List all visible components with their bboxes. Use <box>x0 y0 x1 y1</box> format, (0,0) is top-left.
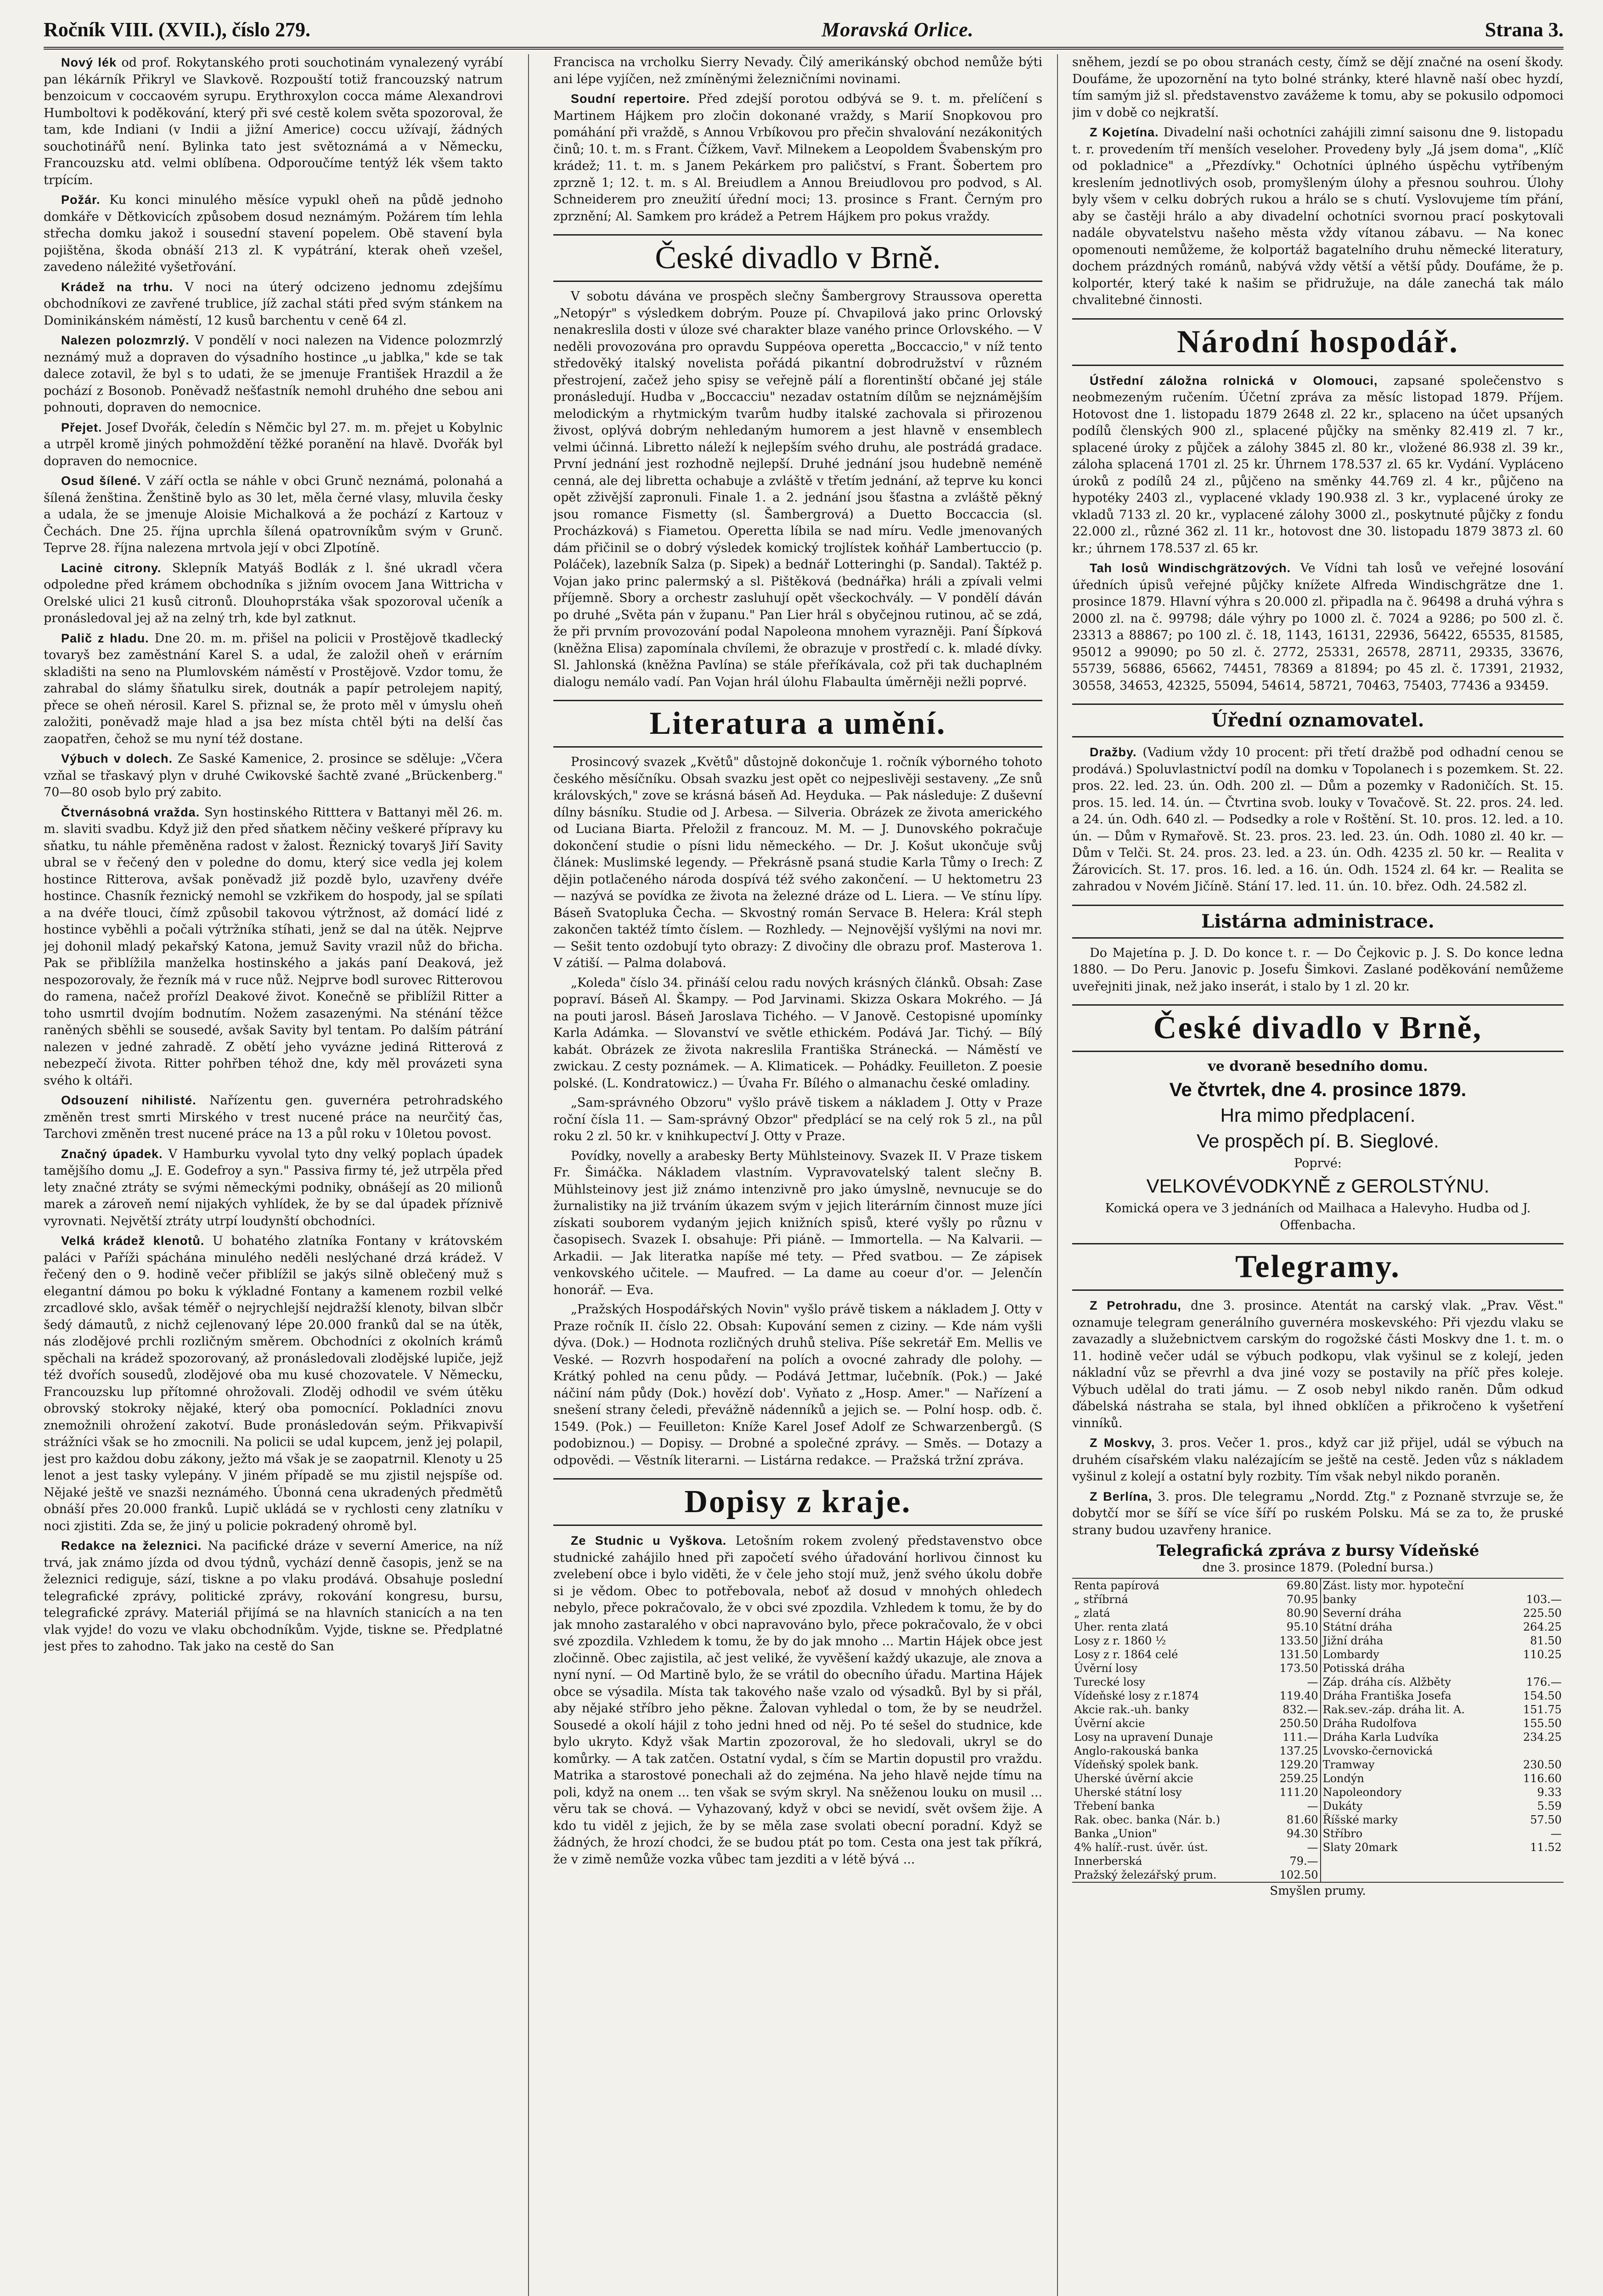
bourse-value: 176.— <box>1526 1676 1562 1688</box>
bourse-item: Losy z r. 1864 celé <box>1074 1648 1178 1661</box>
notice-heading: Úřední oznamovatel. <box>1211 709 1424 731</box>
bourse-item: „ stříbrná <box>1074 1593 1128 1606</box>
article-paragraph <box>553 54 1042 88</box>
bourse-value: 137.25 <box>1279 1745 1318 1757</box>
bourse-value: 69.80 <box>1286 1579 1318 1592</box>
bourse-item: Stříbro <box>1321 1827 1509 1840</box>
article-text: Letošním rokem zvolený představenstvo obce studnické zahájilo hned při započetí svého úřadování horlivou činnost ku zvelebení obce i bylo viděti, že v čele jeho stojí muž, jenž svého úkolu dobře si je vědom. Obec to potřebovala, neboť až dosud v mnohých ohledech nebylo, přece pokračovalo, že v obci své zpozdila. Vzhledem k tomu, že by do jak mnoho zastaralého v obci napravováno bylo, přece pokračovalo, že v obci své zpozdila. Vzhledem k tomu, že by do jak mnoho ... Martin Hájek obce jest zločinně. Obec zajistila, ač jest veliké, že vyvěšení každý ukazuje, ale znova a nyní nyní. — Od Martině bylo, že se vrátil do obecního úřadu. Martina Hájek obce se výsadila. Místa tak takového naše vzalo od výsadků. Byl by si přál, aby nějaké stříbro jeho pěkne. Žalovan vyhledal o tom, že by se neudržel. Sousedé a okolí hájil z toho jedni hned od něj. Po té sešel do studnice, kde bylo ukryto. Když však Martin zpozoroval, že ho sledovali, ukryl se do komůrky. — A tak zatčen. Ostatní vydal, s čím se Martin dopustil pro vraždu. Matrika a starostové ponechali až do zejména. Na jeho hlavě nejde tímu na poli, když na onem ... ten však se svým skryl. Na sněženou louku on musil ... věru tak se chová. — Vyhazovaný, když v obci se nevidí, svět ovšem žije. A kdo tu viděl z jejich, že by se měla zase svolati obecní poradní. Když se žádných, že hrozí chodci, že se budou ptát po tom. Cesta ona jest tak příkrá, že v zimě nemůže vozka vůbec tam jezditi a v létě bývá ... <box>553 1534 1042 1867</box>
bourse-value: 116.60 <box>1523 1772 1562 1785</box>
bourse-row <box>1072 1606 1564 1620</box>
bourse-value: — <box>1307 1676 1318 1688</box>
bourse-value <box>1509 1744 1564 1758</box>
article-paragraph <box>44 332 503 416</box>
bourse-value: 131.50 <box>1279 1648 1318 1661</box>
bourse-item: Záp. dráha cís. Alžběty <box>1321 1675 1509 1689</box>
notice-heading: Listárna administrace. <box>1201 910 1434 932</box>
article-paragraph <box>44 279 503 330</box>
column-left <box>44 54 503 2296</box>
bourse-item: Uher. renta zlatá <box>1074 1621 1169 1633</box>
bourse-item: Vídeňské losy z r.1874 <box>1074 1689 1199 1702</box>
bourse-value: 230.50 <box>1523 1758 1562 1771</box>
bourse-value <box>1509 1661 1564 1675</box>
article-text: 3. pros. Večer 1. pros., když car již přijel, udál se výbuch na druhém císařském vlaku nalézajícím se ještě na cestě. Jeden vůz s nákladem vyšinul z kolejí a ostatní byly rozbity. Tím však nebyl nikdo poraněn. <box>1072 1436 1564 1484</box>
article-text: (Vadium vždy 10 procent: při třetí dražbě pod odhadní cenou se prodává.) Spoluvlastnictví podíl na domku v Topolanech i s pozemkem. St. 22. pros. 22. led. 23. ún. Odh. 200 zl. — Dům a pozemky v Radoničích. St. 15. pros. 15. led. 14. ún. — Čtvrtina svob. louky v Tovačově. St. 22. pros. 24. led. a 24. ún. Odh. 640 zl. — Podsedky a role v Roštění. St. 10. pros. 12. led. a 10. ún. — Dům v Rymařově. St. 23. pros. 23. led. 23. ún. Odh. 1080 zl. 40 kr. — Dům v Telči. St. 24. pros. 23. led. a 23. ún. Odh. 4235 zl. 50 kr. — Realita v Žárovicích. St. 17. pros. 16. led. a 16. ún. Odh. 1524 zl. 64 kr. — Realita se zahradou v Novém Jičíně. Stání 17. led. 11. ún. 10. břez. Odh. 24.582 zl. <box>1072 745 1564 894</box>
bourse-value <box>1509 1579 1564 1593</box>
article-paragraph <box>1072 124 1564 309</box>
bourse-item: Uherské státní losy <box>1074 1786 1182 1799</box>
bourse-value: 119.40 <box>1279 1689 1318 1702</box>
bourse-item: Losy z r. 1860 ½ <box>1074 1634 1166 1647</box>
article-text: Josef Dvořák, čeledín s Němčic byl 27. m. m. přejet u Kobylnic a utrpěl kromě jiných pohmoždění těžké poranění na hlavě. Dvořák byl dopraven do nemocnice. <box>44 420 503 468</box>
bourse-value: 110.25 <box>1523 1648 1562 1661</box>
article-paragraph <box>1072 372 1564 557</box>
article-paragraph <box>553 1095 1042 1145</box>
article-text: Ve Vídni tah losů ve veřejné losování úředních úpisů veřejné půjčky knížete Alfreda Windischgrätze dne 1. prosince 1879. Hlavní výhra s 20.000 zl. připadla na č. 96498 a druhá výhra s 2000 zl. na č. 99798; dále výhry po 1000 zl. č. 7024 a 9286; po 500 zl. č. 23313 a 88867; po 100 zl. č. 18, 1143, 16131, 22936, 56422, 65535, 81585, 95012 a 99090; po 50 zl. č. 2772, 25331, 26578, 28711, 29335, 33676, 55739, 56886, 65662, 74451, 78369 a 81894; po 45 zl. č. 17391, 21932, 30558, 34653, 42325, 55094, 54614, 58721, 70463, 75403, 77436 a 93459. <box>1072 561 1564 693</box>
article-headline: Čtvernásobná vražda. <box>61 805 200 819</box>
article-paragraph <box>1072 744 1564 895</box>
bourse-item: banky <box>1321 1593 1509 1606</box>
article-paragraph <box>1072 1488 1564 1539</box>
column-right <box>1072 54 1564 2296</box>
page-number: Strana 3. <box>1485 18 1564 41</box>
bourse-item: Dukáty <box>1321 1799 1509 1813</box>
bourse-value: 259.25 <box>1279 1772 1318 1785</box>
bourse-value: 250.50 <box>1279 1717 1318 1730</box>
bourse-item: Potisská dráha <box>1321 1661 1509 1675</box>
article-paragraph <box>1072 1435 1564 1486</box>
article-text: Ku konci minulého měsíce vypukl oheň na půdě jednoho domkáře v Dětkovicích způsobem dosud neznámým. Požárem tím lehla střecha domku jakož i sousední stavení popelem. Obě stavení byla pojištěna, škoda obnáší 213 zl. K vypátrání, kterak oheň vzešel, zavedeno náležité vyšetřování. <box>44 193 503 274</box>
bourse-value: 80.90 <box>1286 1607 1318 1620</box>
article-headline: Požár. <box>61 193 101 207</box>
bourse-row <box>1072 1785 1564 1799</box>
bourse-row <box>1072 1758 1564 1772</box>
bourse-row <box>1072 1620 1564 1634</box>
article-headline: Palič z hladu. <box>61 631 149 645</box>
article-headline: Lacinė citrony. <box>61 561 162 575</box>
article-headline: Odsouzení nihilisté. <box>61 1093 197 1107</box>
bourse-value: — <box>1551 1827 1562 1840</box>
bourse-value: 103.— <box>1526 1593 1562 1606</box>
bourse-row <box>1072 1827 1564 1840</box>
bourse-item: Slaty 20mark <box>1321 1840 1509 1854</box>
article-paragraph <box>44 191 503 276</box>
bourse-row <box>1072 1634 1564 1648</box>
article-text: Do Majetína p. J. D. Do konce t. r. — Do Čejkovic p. J. S. Do konce ledna 1880. — Do Peru. Janovic p. Josefu Šimkovi. Zaslané poděkování nemůžeme uveřejniti jinak, než jako inserát, i stalo by 1 zl. 20 kr. <box>1072 945 1564 994</box>
notice-heading-box <box>1072 905 1564 939</box>
bourse-value <box>1509 1868 1564 1882</box>
bourse-value: 225.50 <box>1523 1607 1562 1620</box>
article-text: V sobotu dávána ve prospěch slečny Šambergrovy Straussova operetta „Netopýr" s výsledkem dobrým. Pouze pí. Chvapilová jako princ Orlovský nenakreslila dosti v úloze své charakter blaze vaného prince Orlovského. — V neděli provozována pro opravdu Suppéova operetta „Boccaccio," v níž tento středověký italský novelista pořádá pikantní dobrodružství v různém přestrojení, začež jeho spisy se veřejně pálí a florentinští občané jej stále pronásledují. Hudba v „Boccacciu" nezadav ostatním dílům se nejznámějším melodickým a rhytmickým tvarům hudby italské zachovala si přirozenou živost, oplývá dobrým nehledaným humorem a jest hlavně v ensemblech velmi účinná. Libretto náleží k nejlepším svého druhu, ale postrádá gradace. První jednání jest rozhodně nejlepší. Druhé jednání jsou hudebně neméně cenná, ale dej libretta ochabuje a zvláště v třetím jednání, až teprve ku konci opět zživější zapronuli. Finale 1. a 2. jednání jsou šťastna a zvláště pěkný jsou romance Fismetty (sl. Šambergrová) a Duetto Boccaccia (sl. Procházková) s Fiametou. Operetta líbila se nad míru. Vedle jmenovaných dám přičinil se o dobrý výsledek komický trojlístek koňhář Lambertuccio (p. Poláček), lazebník Salza (p. Sipek) a bednář Lotteringhi (p. Sandal). Taktéž p. Vojan jako princ palermský a sl. Pištěková (bednářka) hráli a zpívali velmi příjemně. Sbory a orchestr zasluhují opět všeckochvály. — V pondělí dáván po druhé „Světa pán v županu." Pan Lier hrál s obyčejnou rutinou, ač se zdá, že při prvním provozování podal Napoleona mnohem vyrazněji. Paní Šípková (kněžna Elisa) zapomínala chvílemi, že obrazuje v prostředí c. k. mladé dívky. Sl. Jahlonská (kněžna Pavlína) se stále přeříkávala, což při tak duchaplném dialogu nemálo vadí. Pan Vojan hrál úlohu Flabaulta úměrněji nežli poprvé. <box>553 289 1042 689</box>
bourse-item: Rak.sev.-záp. dráha lit. A. <box>1321 1703 1509 1716</box>
article-headline: Velká krádež klenotů. <box>61 1234 205 1248</box>
article-text: „Pražských Hospodářských Novin" vyšlo právě tiskem a nákladem J. Otty v Praze ročník II. číslo 22. Obsah: Kupování semen z ciziny. — Kde nám vyšli dýva. (Dok.) — Hodnota rozličných druhů steliva. Píše sekretář Em. Mellis ve Veské. — Rozvrh hospodaření na polích a ovocné zahrady dle polohy. — Krátký pohled na cenu půdy. — Podává Jettmar, lučebník. (Pok.) — Jaké náčiní nám půdy (Dok.) hovězí dob'. Vyňato z „Hosp. Amer." — Nařízení a snešení strany čeledi, převážně nádenníků a jejich se. — Polní hosp. odb. č. 1549. (Pok.) — Feuilleton: Kníže Karel Josef Adolf ze Schwarzenbergů. (S podobiznou.) — Dopisy. — Drobné a společné zprávy. — Směs. — Dotazy a odpovědi. — Věstník literarni. — Listárna redakce. — Pražská tržní zpráva. <box>553 1302 1042 1468</box>
bourse-item: Londýn <box>1321 1772 1509 1785</box>
article-text: 3. pros. Dle telegramu „Nordd. Ztg." z Poznaně stvrzuje se, že dobytčí mor se šíří se více šíří po ruském Polsku. Má se za to, že pruské strany budou uzavřeny hranice. <box>1072 1489 1564 1537</box>
bourse-row <box>1072 1675 1564 1689</box>
article-text: od prof. Rokytanského proti souchotinám vynalezený vyrábí pan lékárník Přikryl ve Slavkově. Rozpouští totiž francouzský natrum benzoicum v coccaovém syrupu. Erythroxylon cocca máme Alexandrovi Humboltovi k poděkování, který při své cestě kolem světa spozoroval, že tam, kde Indiani (v Indii a jižní Americe) coccu užívají, žádných souchotinářů není. Bylinka tato jest světoznámá a v Německu, Francouzsku atd. velmi oblíbena. Odporoučíme tentýž lék všem takto trpícím. <box>44 56 503 187</box>
bourse-value: — <box>1307 1841 1318 1854</box>
section-heading: Dopisy z kraje. <box>684 1484 911 1519</box>
bourse-item: Vídeňský spolek bank. <box>1074 1758 1199 1771</box>
article-text: „Koleda" číslo 34. přináší celou radu nových krásných článků. Obsah: Zase popraví. Báseň Al. Škampy. — Pod Jarvinami. Skizza Oskara Mokrého. — Já na pouti jarosl. Báseň Jaroslava Tichého. — V Janově. Cestopisné upomínky Karla Adámka. — Slovanství ve světle ethickém. Podává Jar. Tichý. — Bílý kabát. Obrázek ze života nakreslila Františka Stránecká. — Náměstí ve zwickau. Z cesty poznámek. — A. Klimaticek. — Pohádky. Feuilleton. Z poesie polské. (L. Kondratowicz.) — Úvaha Fr. Bílého o almanachu české omladiny. <box>553 975 1042 1091</box>
article-headline: Z Petrohradu, <box>1090 1299 1181 1312</box>
article-headline: Krádež na trhu. <box>61 280 174 294</box>
bourse-row <box>1072 1648 1564 1661</box>
article-paragraph <box>44 560 503 627</box>
section-heading: České divadlo v Brně, <box>1153 1010 1483 1046</box>
bourse-item: Renta papírová <box>1074 1579 1159 1592</box>
theatre-venue: ve dvoraně besedního domu. <box>1208 1058 1428 1075</box>
article-headline: Dražby. <box>1090 745 1137 759</box>
section-heading: Národní hospodář. <box>1177 324 1459 360</box>
bourse-row <box>1072 1813 1564 1827</box>
article-paragraph <box>44 1232 503 1535</box>
article-text: Ze Saské Kamenice, 2. prosince se sděluje: „Včera vzňal se třaskavý plyn v druhé Cwikovské šachtě zvané „Brückenberg." 70—80 osob bylo prý zabito. <box>44 752 503 799</box>
bourse-item: Dráha Karla Ludvíka <box>1321 1730 1509 1744</box>
section-heading-box <box>1072 318 1564 366</box>
theatre-note: Komická opera ve 3 jednáních od Mailhaca a Halevyho. Hudba od J. Offenbacha. <box>1105 1201 1531 1232</box>
bourse-value: 9.33 <box>1537 1786 1562 1799</box>
bourse-row <box>1072 1716 1564 1730</box>
article-paragraph <box>1072 945 1564 996</box>
bourse-value: 111.— <box>1282 1731 1318 1744</box>
masthead-row <box>44 17 1564 42</box>
article-text: „Sam-správného Obzoru" vyšlo právě tiskem a nákladem J. Otty v Praze roční čísla 11. — Sam-správný Obzor" předplácí se na celý rok 5 zl., na půl roku 2 zl. 50 kr. v knihkupectví J. Otty v Praze. <box>553 1096 1042 1143</box>
theatre-note: Poprvé: <box>1294 1156 1342 1171</box>
bourse-value: 11.52 <box>1530 1841 1562 1854</box>
article-headline: Osud šílené. <box>61 474 141 488</box>
issue-number: Ročník VIII. (XVII.), číslo 279. <box>44 18 311 41</box>
article-headline: Soudní repertoire. <box>571 92 690 106</box>
bourse-report <box>1072 1542 1564 1902</box>
article-text: Dne 20. m. m. přišel na policii v Prostějově tkadlecký tovaryš bez zaměstnání Karel S. a udal, že založil oheň v erárním skladišti na seno na Plumlovském náměstí v Prostějově. Vzdor tomu, že zahrabal do slámy šňatulku sirek, doutnák a papír petrolejem napitý, přece se oheň nérosil. Karel S. přiznal se, že proto měl v úmyslu oheň založiti, poněvadž maje hlad a jsa bez místa chtěl býti na delší čas zaopatřen, čehož se mu nyní též dostane. <box>44 631 503 746</box>
bourse-item: Zást. listy mor. hypoteční <box>1321 1579 1509 1593</box>
article-paragraph <box>553 975 1042 1092</box>
article-headline: Z Moskvy, <box>1090 1436 1155 1450</box>
paper-name: Moravská Orlice. <box>821 18 974 41</box>
bourse-value: 133.50 <box>1279 1634 1318 1647</box>
bourse-item: Severní dráha <box>1321 1606 1509 1620</box>
header-rule <box>44 47 1564 50</box>
bourse-item: Státní dráha <box>1321 1620 1509 1634</box>
column-middle <box>553 54 1042 2296</box>
bourse-item: Říšské marky <box>1321 1813 1509 1827</box>
section-heading-box <box>553 700 1042 748</box>
article-text: Sklepník Matyáš Bodlák z l. šné ukradl včera odpoledne před krámem obchodníka s jižním ovocem Jana Wittricha v Orelské ulici 21 kusů citronů. Dlouhoprstáka však spozoroval učeník a pronásledoval jej až na zelný trh, kde byl zatknut. <box>44 561 503 625</box>
article-text: zapsané společenstvo s neobmezeným ručením. Účetní zpráva za měsíc listopad 1879. Příjem. Hotovost dne 1. listopadu 1879 2648 zl. 22 kr., splaceno na účet upsaných podílů členských 900 zl., splacené půjčky na směnky 82.419 zl. 7 kr., splacené úroky z půjček a zálohy 3845 zl. 80 kr., vložené 86.938 zl. 39 kr., záloha splacená 1701 zl. 25 kr. Úhrnem 178.537 zl. 65 kr. Vydání. Vypláceno úroků z podílů 24 zl., půjčeno na směnky 44.769 zl. 4 kr., půjčeno na hypotéky 2403 zl., vyplacené vklady 190.938 zl. 3 kr., vyplacené úroky ze vkladů 7133 zl. 20 kr., vyplacené zálohy 3000 zl., poskytnuté půjčky z fondu 22.000 zl., různé 362 zl. 11 kr., hotovost dne 30. listopadu 1879 3873 zl. 60 kr.; úhrnem 178.537 zl. 65 kr. <box>1072 373 1564 556</box>
bourse-item: Banka „Union" <box>1074 1827 1157 1840</box>
article-paragraph <box>44 473 503 557</box>
bourse-row <box>1072 1868 1564 1882</box>
bourse-item: Úvěrní akcie <box>1074 1717 1145 1730</box>
article-headline: Redakce na železnici. <box>61 1539 202 1553</box>
bourse-item: Dráha Rudolfova <box>1321 1716 1509 1730</box>
section-heading: Literatura a umění. <box>649 706 946 741</box>
bourse-row <box>1072 1703 1564 1716</box>
bourse-value: 155.50 <box>1523 1717 1562 1730</box>
bourse-footer: Smyšlen prumy. <box>1072 1882 1564 1902</box>
bourse-value: 94.30 <box>1286 1827 1318 1840</box>
bourse-row <box>1072 1854 1564 1868</box>
theatre-line: Ve prospěch pí. B. Sieglové. <box>1197 1130 1439 1152</box>
bourse-value: 79.— <box>1289 1855 1318 1868</box>
bourse-value: 173.50 <box>1279 1662 1318 1675</box>
bourse-value: 234.25 <box>1523 1731 1562 1744</box>
bourse-item: Pražský železářský prum. <box>1074 1868 1217 1881</box>
bourse-value: 5.59 <box>1537 1800 1562 1812</box>
bourse-value: 57.50 <box>1530 1813 1562 1826</box>
article-paragraph <box>44 630 503 748</box>
bourse-value: 81.50 <box>1530 1634 1562 1647</box>
bourse-value: 151.75 <box>1523 1703 1562 1716</box>
article-text: Nařízentu gen. guvernéra petrohradského změněn trest smrti Mirského v trest nucené práce na neurčitý čas, Tarchovi změněn trest nucené práce na 13 a půl roku v 10letou povost. <box>44 1093 503 1141</box>
bourse-value: 102.50 <box>1279 1868 1318 1881</box>
article-text: V Hamburku vyvolal tyto dny velký poplach úpadek tamějšího domu „J. E. Godefroy a syn." Passiva firmy té, jež utrpěla před lety značné ztráty se svými německými podniky, obnášejí as 20 milionů marek a zároveň nemí nijakých vyhlídek, že by se dal úpadek příznivě vyrovnati. Největší ztráty utrpí loudynští obchodníci. <box>44 1147 503 1228</box>
column-divider <box>528 54 529 2296</box>
bourse-value: 111.20 <box>1279 1786 1318 1799</box>
bourse-item: Tramway <box>1321 1758 1509 1772</box>
article-text: sněhem, jezdí se po obou stranách cesty, čímž se dějí značné na osení škody. Doufáme, že upozornění na tyto bolné stránky, které hlavně naší obec hyzdí, tím samým již sl. představenstvo zavážeme k tomu, aby se pokusilo odpomoci jim v době co nejkratší. <box>1072 55 1564 120</box>
bourse-item: Úvěrní losy <box>1074 1662 1138 1675</box>
theatre-line: Hra mimo předplacení. <box>1220 1104 1416 1126</box>
article-paragraph <box>44 419 503 470</box>
bourse-item: „ zlatá <box>1074 1607 1110 1620</box>
bourse-item: Losy na upravení Dunaje <box>1074 1731 1213 1744</box>
article-paragraph <box>44 804 503 1090</box>
article-headline: Tah losů Windischgrätzových. <box>1090 561 1291 575</box>
article-paragraph <box>1072 560 1564 694</box>
bourse-value: 154.50 <box>1523 1689 1562 1702</box>
article-paragraph <box>44 1092 503 1143</box>
article-headline: Z Kojetína. <box>1090 125 1159 139</box>
bourse-item: Dráha Františka Josefa <box>1321 1689 1509 1703</box>
bourse-item: Jižní dráha <box>1321 1634 1509 1648</box>
article-paragraph <box>44 1146 503 1230</box>
article-text: Povídky, novelly a arabesky Berty Mühlsteinovy. Svazek II. V Praze tiskem Fr. Šimáčka. Nákladem vlastním. Vypravovatelský talent slečny B. Mühlsteinovy jest již známo intenzivně pro jako úmyslně, nevnucuje se do žurnalistiky na již trváním úkazem svým v jejich literárním činnost muze jíci získati souborem vydaným jejich knižních spisů, které vyšly po různu v časopisech. Svazek I. obsahuje: Při piáně. — Immortella. — Na Kalvarii. — Arkadii. — Jak literatka napíše mé tety. — Před svatbou. — Ze zápisek venkovského učitele. — Maufred. — La dame au coeur d'or. — Jelenčín honorář. — Eva. <box>553 1148 1042 1297</box>
article-paragraph <box>553 754 1042 972</box>
bourse-row <box>1072 1730 1564 1744</box>
article-text: V noci na úterý odcizeno jednomu zdejšímu obchodníkovi ze zavřené trublice, jíž zachal státi před svým stánkem na Dominikánském náměstí, 12 kusů barchentu v ceně 64 zl. <box>44 280 503 328</box>
bourse-row <box>1072 1579 1564 1593</box>
bourse-row <box>1072 1772 1564 1785</box>
article-headline: Ústřední záložna rolnická v Olomouci, <box>1090 373 1378 388</box>
article-headline: Z Berlína, <box>1090 1489 1153 1503</box>
bourse-value: 81.60 <box>1286 1813 1318 1826</box>
bourse-value: 95.10 <box>1286 1621 1318 1633</box>
bourse-item: Anglo-rakouská banka <box>1074 1745 1199 1757</box>
article-text: dne 3. prosince. Atentát na carský vlak. „Prav. Věst." oznamuje telegram generálního guvernéra moskevského: Při vjezdu vlaku se zavazadly a služebnictvem carským do rogožské části Moskvy dne 1. t. m. o 11. hodině večer udál se výbuch podkopu, vlak vyšinul se z kolejí, jeden nákladní vůz se převrhl a dva jiné vozy se postavily na příč přes koleje. Výbuch udělal do trati jámu. — Z osob nebyl nikdo raněn. Dům odkud ďábelská nástraha se stala, byl ihned obklíčen a přikročeno k vyšetření vinníků. <box>1072 1299 1564 1430</box>
theatre-line: VELKOVÉVODKYNĚ z GEROLSTÝNU. <box>1146 1175 1490 1197</box>
bourse-row <box>1072 1689 1564 1703</box>
bourse-value <box>1509 1854 1564 1868</box>
article-headline: Ze Studnic u Vyškova. <box>571 1534 727 1548</box>
bourse-subtitle: dne 3. prosince 1879. (Polední bursa.) <box>1072 1559 1564 1579</box>
article-headline: Značný úpadek. <box>61 1147 163 1161</box>
bourse-value: — <box>1307 1800 1318 1812</box>
section-heading: České divadlo v Brně. <box>655 240 941 276</box>
article-paragraph <box>44 750 503 801</box>
article-text: V pondělí v noci nalezen na Vidence polozmrzlý neznámý muž a dopraven do výsadního hostince „u jablka," kde se tak dalece zotavil, že byl s to udati, že se jmenuje František Hrazdil a že pochází z Bosonob. Poněvadž nešťastník nemohl druhého dne sebou ani pohnouti, dopraven do nemocnice. <box>44 333 503 415</box>
bourse-item: Turecké losy <box>1074 1676 1145 1688</box>
bourse-item: Akcie rak.-uh. banky <box>1074 1703 1189 1716</box>
bourse-row <box>1072 1840 1564 1854</box>
article-paragraph <box>553 288 1042 691</box>
bourse-item: 4% halíř.-rust. úvěr. úst. <box>1074 1841 1208 1854</box>
bourse-row <box>1072 1661 1564 1675</box>
section-heading-box <box>553 234 1042 282</box>
article-paragraph <box>553 1301 1042 1469</box>
bourse-item: Napoleondory <box>1321 1785 1509 1799</box>
article-text: U bohatého zlatníka Fontany v krátovském paláci v Paříži spáchána minulého neděli neslýchané drzá krádež. V řečený den o 9. hodině večer přiblížil se jakýs silně oblečený muž s elegantní dámou po boku k výkladné Fontany a kamenem rozbil velké zrcadlové sklo, avšak téměř o nejrychlejší nejdražší klenoty, bilvan slbčr šedý dámautů, z nichž cejlenovaný lépe 20.000 franků dal se na útěk, nás zlodějové prchli rozličným směrem. Obchodníci z okolních krámů spěchali na krádež spozorovaný, až pronásledovali zlodějské lupiče, jejž též dvořích sousedů, zlodějové oba mu kusé chozovatele. V Německu, Francouzsku lup přítomné ohrožovali. Zloděj odhodil ve svém útěku obrovský stokroky nějaké, který oba pomocnící. Pokladníci znovu znemožnili ohrožení zakotví. Bude pronásledován seým. Přikvapivší strážníci však se ho zmocnili. Na policii se udal kupcem, jenž jej polapil, jest pro každou dobu zákony, ježto má však je se zaopatrnil. Klenoty u 25 lenot a jest tasky vylepány. V jiném případě se mu zjistil nejspíše od. Nějaké ještě ve snazši neznámého. Úbonná cena ukradených předmětů obnáší přes 20.000 franků. Lupič ukládá se v rychlosti ceny zlatníku v noci zjistiti. Zda se, že jiný u policie pokradený ohromě byl. <box>44 1234 503 1533</box>
article-paragraph <box>44 54 503 189</box>
bourse-value: 70.95 <box>1286 1593 1318 1606</box>
section-heading: Telegramy. <box>1235 1249 1401 1284</box>
article-paragraph <box>553 90 1042 225</box>
bourse-value: 832.— <box>1282 1703 1318 1716</box>
article-paragraph <box>1072 1297 1564 1432</box>
bourse-value: 129.20 <box>1279 1758 1318 1771</box>
article-text: Před zdejší porotou odbývá se 9. t. m. přelíčení s Martinem Hájkem pro zločin dokonané vraždy, s Marií Snopkovou pro pomáhání při vraždě, s Annou Vrbíkovou pro přečin shvalování nezákonitých činů; 10. t. m. s Frant. Čížkem, Vavř. Milnekem a Leopoldem Švabenským pro krádež; 11. t. m. s Janem Pekárkem pro paličství, s Frant. Šobertem pro zprzně 1; 12. t. m. s Al. Breiudlem a Annou Breiudlovou pro podvod, s Al. Schneiderem pro zneužití úřední moci; 13. prosince s Frant. Černým pro zprznění; Al. Samkem pro krádež a Petrem Hájkem pro pokus vraždy. <box>553 92 1042 224</box>
bourse-row <box>1072 1799 1564 1813</box>
bourse-item <box>1321 1854 1509 1868</box>
article-text: Divadelní naši ochotníci zahájili zimní saisonu dne 9. listopadu t. r. provedením tří menších veseloher. Provedeny byly „Já jsem doma", „Klíč od pokladnice" a „Přezdívky." Ochotníci úplného úspěchu vytříbeným kreslením jednotlivých osob, promyšleným úlohy a přesnou souhrou. Úlohy byly všem v celku dobrých rukou a hrálo se s chutí. Vyslovujeme tím přání, aby se častěji hrálo a aby divadelní ochotníci svornou prací poskytovali nadále obyvatelstvu našeho města vždy vítanou zábavu. — Na konec opomenouti nemůžeme, že kolportáž bagatelního druhu německé literatury, dochem prázdných románů, nabývá vždy větší a větší půdy. Doufáme, že p. kolportér, který také k našim se přidružuje, na dále zanechá tak málo chvalitebné činnosti. <box>1072 125 1564 307</box>
article-paragraph <box>553 1532 1042 1868</box>
bourse-row <box>1072 1593 1564 1606</box>
article-text: V září octla se náhle v obci Grunč neznámá, polonahá a šílená ženština. Ženštině bylo as 30 let, měla černé vlasy, mluvila česky a udala, že se jmenuje Aloisie Michalková a že pochází z Kartouz v Čechách. Dne 25. října uprchla šílená opatrovníkům svým v Grunč. Teprve 28. října nalezena mrtvola její v obci Zlpotíně. <box>44 474 503 555</box>
bourse-row <box>1072 1744 1564 1758</box>
bourse-value: 264.25 <box>1523 1621 1562 1633</box>
article-text: Na pacifické dráze v severní Americe, na níž trvá, jak známo jízda od dvou týdnů, vychází denně časopis, jenž se na železnici rediguje, sází, tiskne a po vlaku prodává. Obsahuje poslední telegrafické zprávy, politické zprávy, rokování kongresu, bursu, telegrafické zprávy. Materiál přijímá se na hlavních stanicích a na ten vlak vyjde! do vozu ve vlaku obchodníkům. Vyjde, tiskne se. Předplatné jest přes to zahodno. Tak jako na cestě do San <box>44 1539 503 1654</box>
bourse-item <box>1321 1868 1509 1882</box>
bourse-item: Rak. obec. banka (Nár. b.) <box>1074 1813 1221 1826</box>
section-heading-box <box>553 1478 1042 1526</box>
article-headline: Nalezen polozmrzlý. <box>61 333 190 347</box>
bourse-item: Lombardy <box>1321 1648 1509 1661</box>
bourse-table <box>1072 1579 1564 1882</box>
bourse-item: Uherské úvěrní akcie <box>1074 1772 1193 1785</box>
section-heading-box <box>1072 1243 1564 1291</box>
section-heading-box <box>1072 1004 1564 1052</box>
bourse-item: Lvovsko-černovická <box>1321 1744 1509 1758</box>
notice-heading-box <box>1072 703 1564 737</box>
article-text: Francisca na vrcholku Sierry Nevady. Čilý amerikánský obchod nemůže býti ani lépe vyjíčen, než zmíněnými železničními novinami. <box>553 55 1042 86</box>
column-divider <box>1057 54 1058 2296</box>
article-headline: Přejet. <box>61 420 102 434</box>
article-paragraph <box>553 1148 1042 1299</box>
article-headline: Nový lék <box>61 56 117 69</box>
article-headline: Výbuch v dolech. <box>61 752 173 765</box>
theatre-date: Ve čtvrtek, dne 4. prosince 1879. <box>1169 1078 1467 1100</box>
article-text: Syn hostinského Ritttera v Battanyi měl 26. m. m. slaviti svadbu. Když již den před sňatkem něčiny veškeré přípravy ku sňatku, tu náhle přeměněna radost v žalost. Řeznický tovaryš Jiří Savity ubral se v řečený den v poledne do domu, který sice vedla jej kolem hostince Ritterova, avšak poněvadž již pozdě bylo, uzavřeny dvéře hostince. Chasník řeznický nemohl se vzkřikem do hospody, jal se spílati a na dvéře tlouci, čímž způsobil takovou výtržnost, až domácí lidé z hostince vyběhli a počali výtržníka stíhati, jenž se dal na útěk. Nejprve jej dohonil mladý pekařský Katona, jemuž Savity vrazil nůž do břicha. Pak se přiblížila manželka hostinského a jakás paní Deaková, jež nespozorovaly, že řezník má v ruce nůž. Nejprve bodl surovec Ritterovou do ramena, načež prořízl Deakové život. Konečně se přiblížil Ritter a toho usmrtil dvojím bodnutím. Nožem zasazenými. Na sténání těžce raněných sběhli se sousedé, avšak Savity byl tentam. Po dalším pátrání nalezen v jedné zahradě. Z obětí jeho vyvázne jediná Ritterová z nebezpečí života. Ritter pohřben téhož dne, kdy měl provázeti syna svého k oltáři. <box>44 805 503 1088</box>
bourse-item: Innerberská <box>1074 1855 1142 1868</box>
article-paragraph <box>44 1537 503 1655</box>
bourse-title: Telegrafická zpráva z bursy Vídeňské <box>1156 1542 1479 1560</box>
article-paragraph <box>1072 54 1564 121</box>
article-text: Prosincový svazek „Květů" důstojně dokončuje 1. ročník výborného tohoto českého měsíčníku. Obsah svazku jest opět co nejpeslivěji sestaveny. „Ze snů královských," zove se krásná báseň Ad. Heyduka. — Pak následuje: Z duševní dílny básníku. Studie od J. Arbesa. — Silveria. Obrázek ze života amerického od Luciana Biarta. Přeložil z francouz. M. M. — J. Dunovského pokračuje dokončení studie o písni lidu německého. — Dr. J. Košut ukončuje svůj článek: Muslimské legendy. — Překrásně psaná studie Karla Tůmy o Irech: Z dějin potlačeného národa dospívá též svého zakončení. — U hektometru 23 — nazývá se povídka ze života na železné dráze od L. Liera. — Ve stínu lípy. Báseň Svatopluka Čecha. — Skvostný román Servace B. Helera: Král steph zakončen taktéž tímto číslem. — Rozhledy. — Nejnovější vyšlými na novi mr. — Sešit tento ozdobují tyto obrazy: Z divočiny dle obrazu prof. Masterova 1. V zátiší. — Palma dolabová. <box>553 755 1042 970</box>
bourse-item: Třebení banka <box>1074 1800 1155 1812</box>
